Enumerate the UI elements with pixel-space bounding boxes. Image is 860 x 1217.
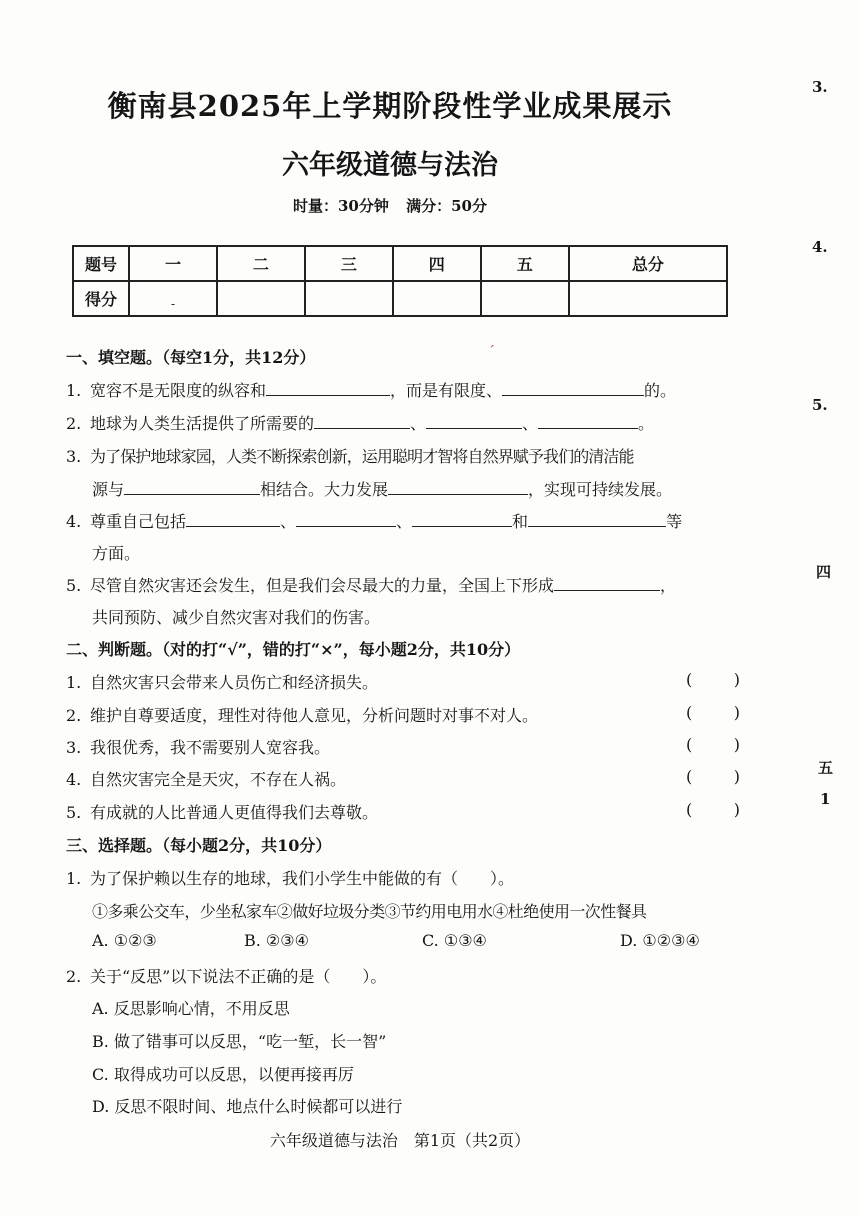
answer-paren[interactable] (686, 703, 740, 722)
answer-paren[interactable] (686, 800, 740, 819)
question-text: 地球为人类生活提供了所需要的 (90, 414, 315, 433)
score-cell[interactable] (129, 281, 217, 316)
question-text: 我很优秀，我不需要别人宽容我。 (90, 738, 331, 757)
question-text: 为了保护赖以生存的地球，我们小学生中能做的有（ ）。 (90, 869, 515, 888)
score-table-row-label: 得分 (73, 281, 129, 316)
option-b[interactable]: B. ②③④ (244, 931, 309, 950)
question-text: 、 (410, 414, 427, 433)
question-text: 维护自尊要适度，理性对待他人意见，分析问题时对事不对人。 (90, 706, 539, 725)
score-table-col: 四 (393, 246, 481, 281)
option-c[interactable]: C. 取得成功可以反思，以便再接再厉 (92, 1065, 354, 1084)
question-text: ， (660, 576, 677, 595)
edge-fragment: 3. (812, 78, 828, 96)
fill-question-3-cont (92, 477, 672, 500)
score-cell[interactable] (393, 281, 481, 316)
question-text: ，实现可持续发展。 (528, 480, 673, 499)
option-d[interactable]: D. 反思不限时间、地点什么时候都可以进行 (92, 1097, 403, 1116)
answer-blank[interactable] (502, 381, 644, 396)
paren-open: ( (686, 703, 693, 722)
answer-paren[interactable] (686, 767, 740, 786)
answer-blank[interactable] (186, 512, 280, 527)
judge-question-5 (66, 800, 378, 823)
edge-fragment: 5. (812, 396, 828, 414)
question-text: ，而是有限度、 (390, 381, 503, 400)
answer-blank[interactable] (528, 512, 666, 527)
question-number: 1. (66, 673, 82, 692)
option-a[interactable]: A. ①②③ (92, 931, 157, 950)
score-cell[interactable] (217, 281, 305, 316)
pen-mark-icon: ˊ (488, 344, 495, 360)
judge-question-3 (66, 735, 330, 758)
score-table-col: 一 (129, 246, 217, 281)
question-number: 3. (66, 738, 82, 757)
question-number: 2. (66, 967, 82, 986)
answer-blank[interactable] (412, 512, 512, 527)
judge-question-1 (66, 670, 378, 693)
question-number: 3. (66, 447, 82, 466)
question-text: 有成就的人比普通人更值得我们去尊敬。 (90, 803, 379, 822)
question-text: 、 (522, 414, 539, 433)
paren-open: ( (686, 800, 693, 819)
question-text: 方面。 (92, 544, 141, 563)
answer-blank[interactable] (426, 414, 522, 429)
full-score: 满分：50分 (406, 197, 487, 215)
question-text: 尽管自然灾害还会发生，但是我们会尽最大的力量，全国上下形成 (90, 576, 555, 595)
fill-question-4 (66, 509, 682, 532)
question-number: 4. (66, 770, 82, 789)
option-a[interactable]: A. 反思影响心情，不用反思 (92, 999, 290, 1018)
edge-fragment: 4. (812, 238, 828, 256)
question-number: 2. (66, 706, 82, 725)
option-c[interactable]: C. ①③④ (422, 931, 487, 950)
question-text: 。 (638, 414, 655, 433)
option-d[interactable]: D. ①②③④ (620, 931, 700, 950)
answer-blank[interactable] (314, 414, 410, 429)
choice-question-2 (66, 964, 386, 987)
question-detail: ①多乘公交车，少坐私家车②做好垃圾分类③节约用电用水④杜绝使用一次性餐具 (92, 902, 647, 921)
time-limit: 时量：30分钟 (293, 197, 389, 215)
answer-blank[interactable] (554, 576, 660, 591)
section3-heading: 三、选择题。（每小题2分，共10分） (66, 836, 332, 855)
score-cell[interactable] (569, 281, 727, 316)
paren-close: ) (733, 800, 740, 819)
fill-question-2 (66, 411, 654, 434)
question-text: 尊重自己包括 (90, 512, 187, 531)
option-b[interactable]: B. 做了错事可以反思，“吃一堑，长一智” (92, 1032, 387, 1051)
answer-blank[interactable] (124, 480, 260, 495)
question-text: 等 (666, 512, 683, 531)
page-footer: 六年级道德与法治 第1页（共2页） (269, 1131, 531, 1150)
question-text: 宽容不是无限度的纵容和 (90, 381, 267, 400)
answer-paren[interactable] (686, 670, 740, 689)
choice-question-1 (66, 866, 514, 889)
score-cell[interactable] (305, 281, 393, 316)
section1-heading: 一、填空题。（每空1分，共12分） (66, 348, 316, 367)
question-text: 的。 (644, 381, 677, 400)
score-table-col: 二 (217, 246, 305, 281)
answer-blank[interactable] (266, 381, 390, 396)
score-cell[interactable] (481, 281, 569, 316)
question-number: 1. (66, 869, 82, 888)
score-mark: - (170, 297, 175, 311)
question-text: 为了保护地球家园，人类不断探索创新，运用聪明才智将自然界赋予我们的清洁能 (90, 447, 634, 466)
exam-subtitle: 六年级道德与法治 (282, 150, 498, 181)
score-table-score-row (73, 281, 727, 316)
answer-blank[interactable] (538, 414, 638, 429)
question-text: 源与 (92, 480, 125, 499)
paren-close: ) (733, 767, 740, 786)
judge-question-4 (66, 767, 346, 790)
paren-open: ( (686, 735, 693, 754)
paren-open: ( (686, 670, 693, 689)
edge-fragment: 1 (820, 790, 831, 808)
question-text: 自然灾害只会带来人员伤亡和经济损失。 (90, 673, 379, 692)
question-text: 自然灾害完全是天灾，不存在人祸。 (90, 770, 347, 789)
question-number: 5. (66, 576, 82, 595)
question-number: 5. (66, 803, 82, 822)
question-text: 共同预防、减少自然灾害对我们的伤害。 (92, 608, 381, 627)
answer-blank[interactable] (388, 480, 528, 495)
question-number: 1. (66, 381, 82, 400)
paren-close: ) (733, 735, 740, 754)
question-text: 、 (280, 512, 297, 531)
exam-title: 衡南县2025年上学期阶段性学业成果展示 (107, 89, 673, 123)
paren-close: ) (733, 670, 740, 689)
paren-close: ) (733, 703, 740, 722)
section2-heading: 二、判断题。（对的打“√”，错的打“×”，每小题2分，共10分） (66, 640, 521, 659)
fill-question-1 (66, 378, 676, 401)
score-table-col: 五 (481, 246, 569, 281)
paren-open: ( (686, 767, 693, 786)
question-number: 4. (66, 512, 82, 531)
question-number: 2. (66, 414, 82, 433)
fill-question-3 (66, 444, 634, 467)
edge-fragment: 五 (818, 759, 834, 777)
answer-paren[interactable] (686, 735, 740, 754)
exam-meta (0, 195, 780, 216)
question-text: 和 (512, 512, 529, 531)
score-table-col: 三 (305, 246, 393, 281)
question-text: 关于“反思”以下说法不正确的是（ ）。 (90, 967, 387, 986)
judge-question-2 (66, 703, 538, 726)
edge-fragment: 四 (816, 563, 832, 581)
score-table (72, 245, 728, 317)
score-table-row-label: 题号 (73, 246, 129, 281)
answer-blank[interactable] (296, 512, 396, 527)
score-table-header-row (73, 246, 727, 281)
question-text: 、 (396, 512, 413, 531)
fill-question-5 (66, 573, 676, 596)
question-text: 相结合。大力发展 (260, 480, 389, 499)
score-table-col: 总分 (569, 246, 727, 281)
